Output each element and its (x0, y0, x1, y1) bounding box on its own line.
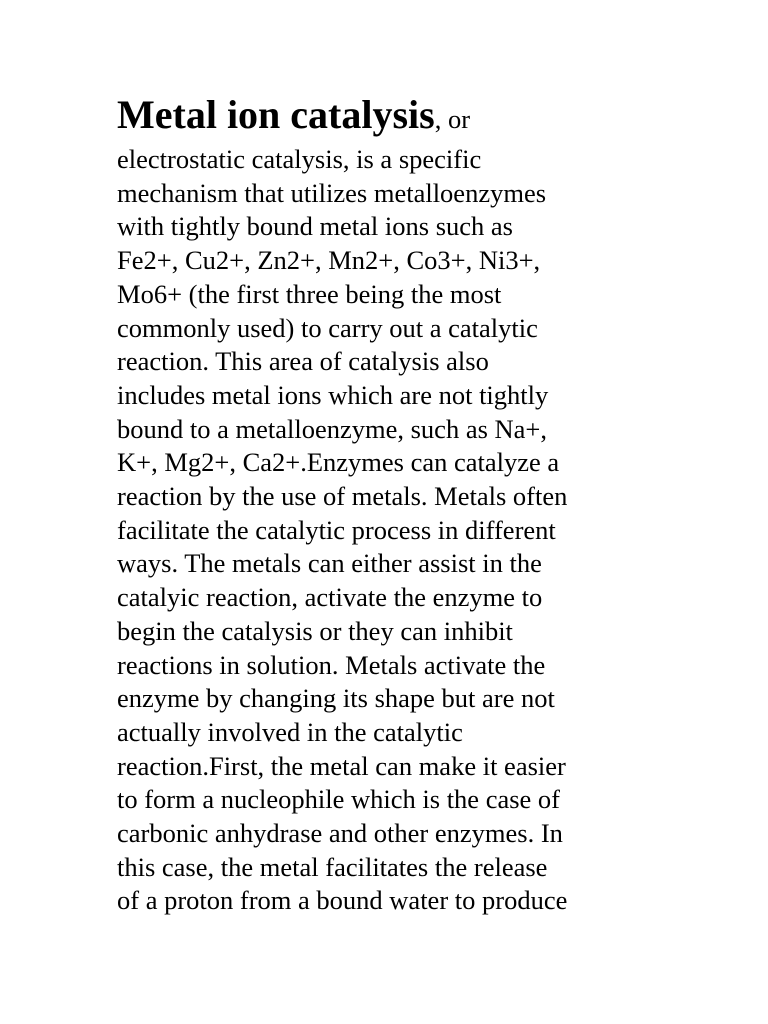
text-line: actually involved in the catalytic (117, 716, 463, 747)
text-line: reaction by the use of metals. Metals often (117, 481, 568, 512)
text-line: commonly used) to carry out a catalytic (117, 312, 538, 343)
title-line (117, 92, 647, 143)
text-line: Mo6+ (the first three being the most (117, 278, 502, 309)
title-suffix: , or (434, 104, 471, 134)
text-line: Fe2+, Cu2+, Zn2+, Mn2+, Co3+, Ni3+, (117, 245, 541, 276)
text-line: reaction.First, the metal can make it easier (117, 750, 566, 781)
text-line: facilitate the catalytic process in different (117, 514, 556, 545)
text-line: this case, the metal facilitates the release (117, 851, 548, 882)
text-line: reaction. This area of catalysis also (117, 346, 489, 377)
text-line: ways. The metals can either assist in the (117, 548, 542, 579)
body-text (117, 92, 647, 918)
text-line: to form a nucleophile which is the case of (117, 784, 560, 815)
document-title: Metal ion catalysis (117, 92, 435, 137)
text-line: bound to a metalloenzyme, such as Na+, (117, 413, 547, 444)
text-line: with tightly bound metal ions such as (117, 211, 513, 242)
text-line: catalyic reaction, activate the enzyme to (117, 582, 543, 613)
text-line: reactions in solution. Metals activate the (117, 649, 546, 680)
text-line: includes metal ions which are not tightly (117, 379, 549, 410)
text-line: K+, Mg2+, Ca2+.Enzymes can catalyze a (117, 447, 560, 478)
text-line: enzyme by changing its shape but are not (117, 683, 555, 714)
text-line: mechanism that utilizes metalloenzymes (117, 177, 547, 208)
text-line: of a proton from a bound water to produce (117, 885, 568, 916)
text-line: electrostatic catalysis, is a specific (117, 144, 482, 174)
text-line: begin the catalysis or they can inhibit (117, 615, 513, 646)
text-line: carbonic anhydrase and other enzymes. In (117, 818, 563, 849)
